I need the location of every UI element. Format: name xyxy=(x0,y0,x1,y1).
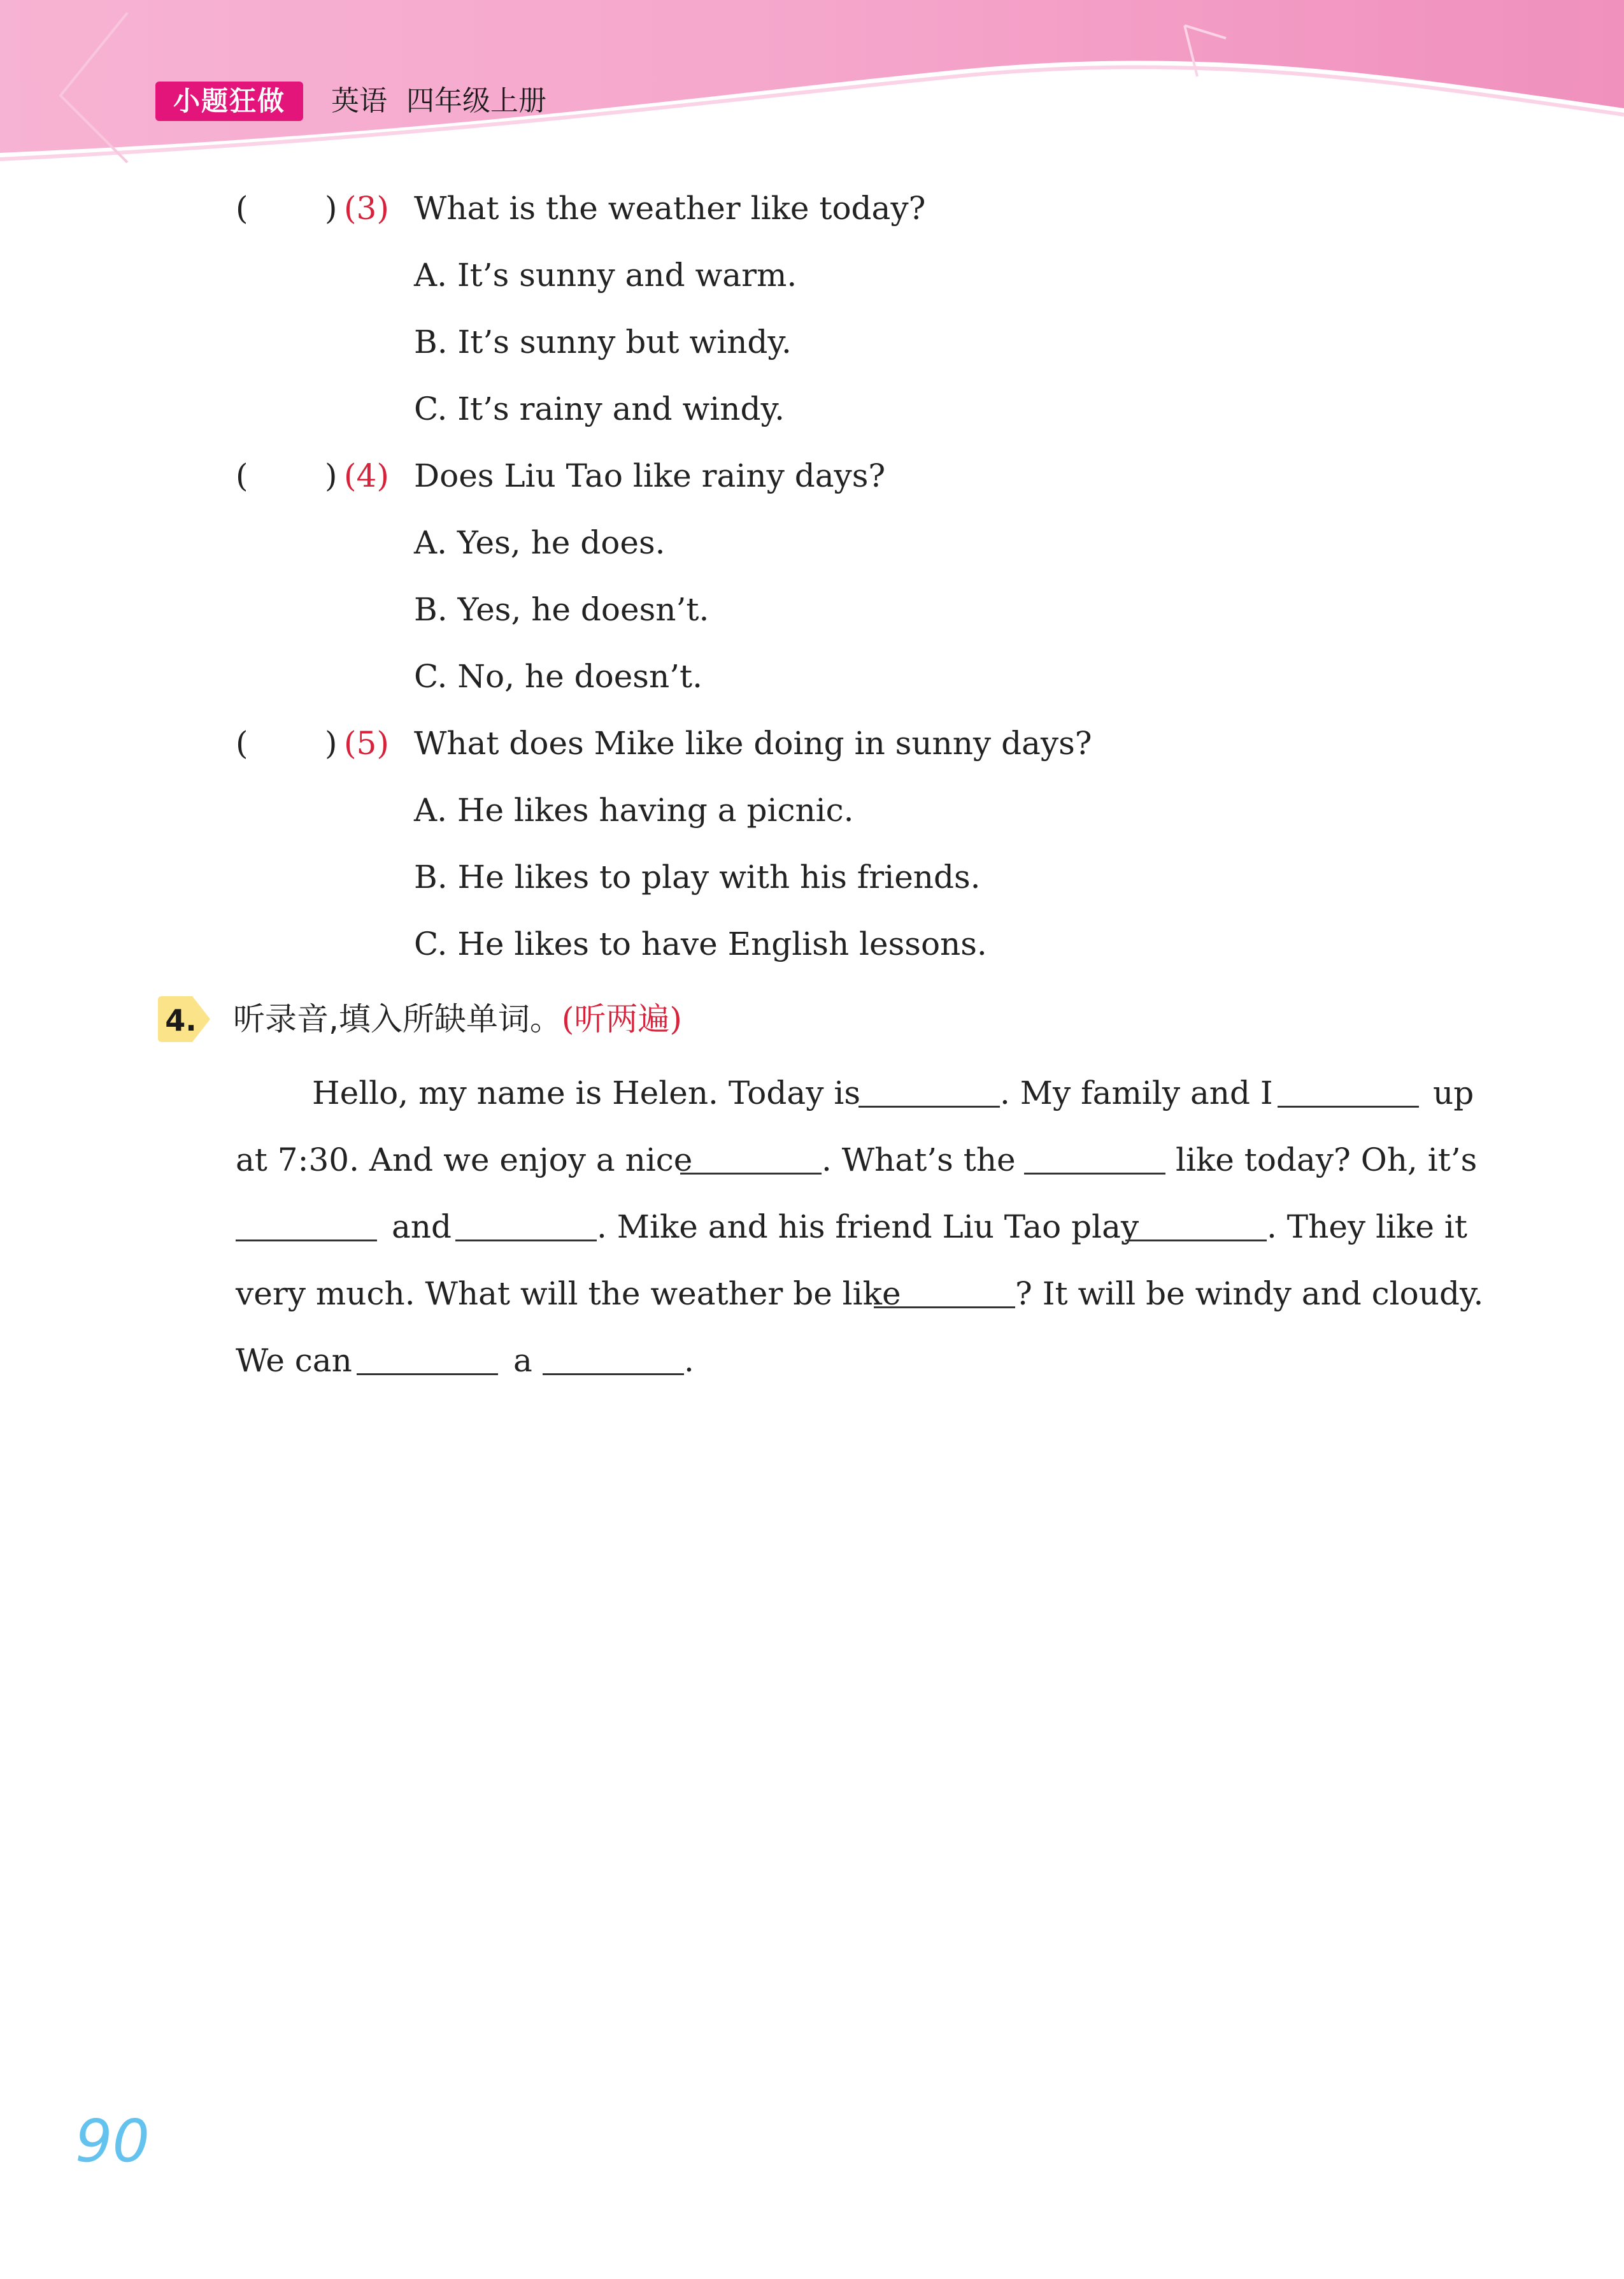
section-title xyxy=(233,994,682,1045)
answer-paren-close: ) xyxy=(325,725,338,762)
passage-text: at 7:30. And we enjoy a nice xyxy=(236,1141,693,1178)
answer-paren-close: ) xyxy=(325,457,338,494)
section-number: 4. xyxy=(165,1003,197,1038)
passage-line-1 xyxy=(236,1062,1474,1124)
answer-paren-open: ( xyxy=(236,190,248,227)
passage-line-5 xyxy=(236,1330,1468,1391)
answer-paren-open: ( xyxy=(236,725,248,762)
option-b: B. Yes, he doesn’t. xyxy=(414,591,709,628)
passage-text: up xyxy=(1433,1075,1474,1111)
option-a: A. He likes having a picnic. xyxy=(414,792,854,829)
question-text: What is the weather like today? xyxy=(414,190,926,227)
passage-line-3 xyxy=(236,1196,1468,1257)
passage-text: . What’s the xyxy=(822,1141,1016,1178)
grade-label: 四年级上册 xyxy=(406,85,546,117)
answer-blank[interactable] xyxy=(1125,1240,1267,1241)
option-c: C. No, he doesn’t. xyxy=(414,658,703,695)
option-c: C. It’s rainy and windy. xyxy=(414,390,785,427)
question-text: Does Liu Tao like rainy days? xyxy=(414,457,886,494)
answer-blank[interactable] xyxy=(357,1373,498,1375)
section-number-badge xyxy=(155,994,213,1045)
answer-blank[interactable] xyxy=(874,1306,1015,1308)
option-c: C. He likes to have English lessons. xyxy=(414,925,987,962)
passage-text: . My family and I xyxy=(1000,1075,1273,1111)
question-number: (4) xyxy=(344,457,389,494)
series-badge: 小题狂做 xyxy=(155,82,303,121)
passage-text: ? It will be windy and cloudy. xyxy=(1015,1275,1484,1312)
passage-text: . They like it xyxy=(1267,1208,1467,1245)
question-number: (3) xyxy=(344,190,389,227)
option-b: B. He likes to play with his friends. xyxy=(414,859,981,896)
passage-text: very much. What will the weather be like xyxy=(236,1275,901,1312)
passage-text: Hello, my name is Helen. Today is xyxy=(312,1075,861,1111)
answer-blank[interactable] xyxy=(543,1373,684,1375)
answer-blank[interactable] xyxy=(236,1240,377,1241)
passage-text: a xyxy=(513,1342,532,1379)
section-instruction: 听录音,填入所缺单词。 xyxy=(233,1001,562,1038)
passage-text: like today? Oh, it’s xyxy=(1176,1141,1478,1178)
option-b: B. It’s sunny but windy. xyxy=(414,324,792,361)
passage-text: We can xyxy=(236,1342,352,1379)
passage-text: . Mike and his friend Liu Tao play xyxy=(597,1208,1139,1245)
answer-blank[interactable] xyxy=(858,1106,1000,1108)
answer-blank[interactable] xyxy=(455,1240,597,1241)
passage-line-4 xyxy=(236,1263,1484,1324)
page-number: 90 xyxy=(75,2107,150,2175)
passage-text: . xyxy=(684,1342,694,1379)
answer-paren-close: ) xyxy=(325,190,338,227)
answer-paren-open: ( xyxy=(236,457,248,494)
answer-blank[interactable] xyxy=(680,1173,822,1175)
answer-blank[interactable] xyxy=(1024,1173,1165,1175)
answer-blank[interactable] xyxy=(1278,1106,1419,1108)
subject-label: 英语 xyxy=(331,85,387,117)
option-a: A. Yes, he does. xyxy=(414,524,666,561)
option-a: A. It’s sunny and warm. xyxy=(414,257,797,294)
question-text: What does Mike like doing in sunny days? xyxy=(414,725,1092,762)
page-header xyxy=(0,0,1624,172)
book-info xyxy=(331,82,566,121)
passage-text: and xyxy=(392,1208,452,1245)
question-number: (5) xyxy=(344,725,389,762)
passage-line-2 xyxy=(236,1129,1478,1190)
section-note: (听两遍) xyxy=(561,1001,682,1038)
